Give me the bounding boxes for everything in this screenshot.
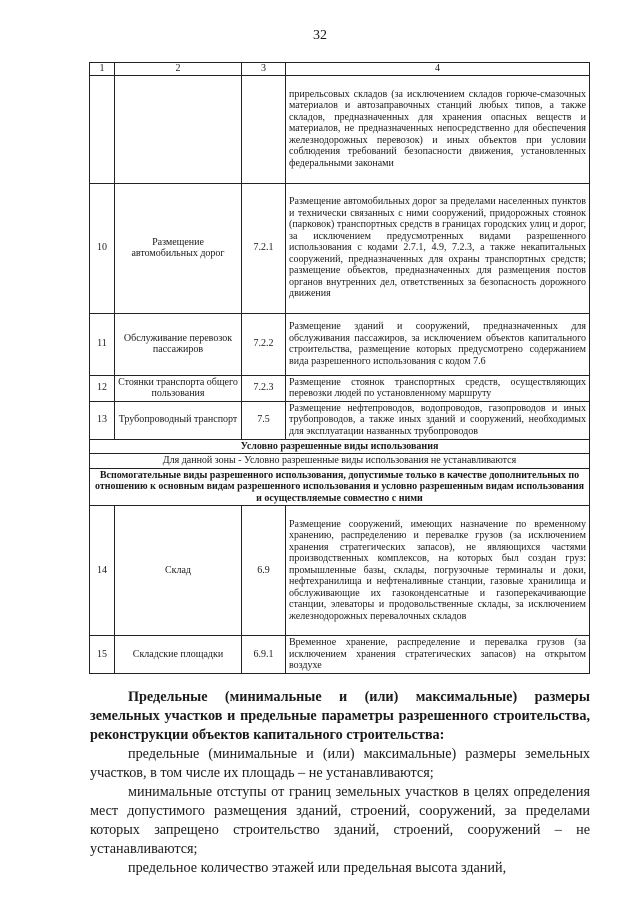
header-cell: 1 [90, 63, 115, 76]
section-heading: Предельные (минимальные и (или) максимальные) размеры земельных участков и предельные параметры разрешенного строительства, реконструкции объектов капитального строительства: [90, 689, 590, 743]
use-description: Размещение нефтепроводов, водопроводов, газопроводов и иных трубопроводов, а также иных зданий и сооружений, необходимых для эксплуатации названных трубопроводов [286, 401, 590, 439]
conditional-note: Для данной зоны - Условно разрешенные виды использования не устанавливаются [90, 454, 590, 469]
section-row [90, 468, 590, 506]
land-use-table [89, 62, 590, 674]
use-name [115, 75, 242, 183]
row-number: 12 [90, 375, 115, 401]
section-row [90, 439, 590, 454]
row-number [90, 75, 115, 183]
row-number: 14 [90, 506, 115, 636]
use-name: Обслуживание перевозок пассажиров [115, 313, 242, 375]
use-description: Размещение стоянок транспортных средств, осуществляющих перевозки людей по установленному маршруту [286, 375, 590, 401]
table-row [90, 183, 590, 313]
table-row [90, 75, 590, 183]
use-description: Размещение зданий и сооружений, предназначенных для обслуживания пассажиров, за исключением объектов капитального строительства, размещение которых предусмотрено содержанием вида разрешенного использования с кодом 7.6 [286, 313, 590, 375]
paragraph: предельные (минимальные и (или) максимальные) размеры земельных участков, в том числе их площадь – не устанавливаются; [90, 746, 590, 781]
use-description: Размещение автомобильных дорог за пределами населенных пунктов и технически связанных с ними сооружений, придорожных стоянок (парковок) транспортных средств в границах городских улиц и дорог, за исключением предусмотренных видами разрешенного использования с кодами 2.7.1, 4.9, 7.2.3, а также некапитальных сооружений, предназначенных для охраны транспортных средств; размещение объектов, предназначенных для размещения постов органов внутренних дел, ответственных за безопасность дорожного движения [286, 183, 590, 313]
use-description: Размещение сооружений, имеющих назначение по временному хранению, распределению и перевалке грузов (за исключением хранения стратегических запасов), не являющихся частями производственных комплексов, на которых был создан груз: промышленные базы, склады, погрузочные терминалы и доки, нефтехранилища и нефтеналивные станции, газовые хранилища и обслуживающие их газоконденсатные и газоперекачивающие станции, элеваторы и продовольственные склады, за исключением железнодорожных перевалочных складов [286, 506, 590, 636]
use-name: Склад [115, 506, 242, 636]
paragraph: минимальные отступы от границ земельных участков в целях определения мест допустимого размещения зданий, строений, сооружений, за пределами которых запрещено строительство зданий, строений, сооружений – не устанавливаются; [90, 784, 590, 857]
section-title-auxiliary: Вспомогательные виды разрешенного использования, допустимые только в качестве дополнительных по отношению к основным видам разрешенного использования и условно разрешенным видам использования и осуществляемые совместно с ними [90, 468, 590, 506]
use-code: 7.2.2 [242, 313, 286, 375]
body-text [90, 688, 590, 878]
use-code: 7.2.3 [242, 375, 286, 401]
table-row [90, 636, 590, 674]
section-title-conditional: Условно разрешенные виды использования [90, 439, 590, 454]
row-number: 13 [90, 401, 115, 439]
header-cell: 3 [242, 63, 286, 76]
table-row [90, 506, 590, 636]
note-row [90, 454, 590, 469]
use-code [242, 75, 286, 183]
use-code: 6.9 [242, 506, 286, 636]
page-number: 32 [313, 28, 327, 43]
use-name: Стоянки транспорта общего пользования [115, 375, 242, 401]
header-cell: 4 [286, 63, 590, 76]
use-description: Временное хранение, распределение и перевалка грузов (за исключением хранения стратегических запасов) на открытом воздухе [286, 636, 590, 674]
use-description: прирельсовых складов (за исключением складов горюче-смазочных материалов и автозаправочных станций любых типов, а также складов, предназначенных для хранения опасных веществ и материалов, не предназначенных непосредственно для обеспечения железнодорожных перевозок) и иных объектов при условии соблюдения требований безопасности движения, установленных федеральными законами [286, 75, 590, 183]
use-code: 7.5 [242, 401, 286, 439]
table-header-row [90, 63, 590, 76]
table-row [90, 401, 590, 439]
row-number: 15 [90, 636, 115, 674]
paragraph: предельное количество этажей или предельная высота зданий, [128, 860, 507, 876]
use-name: Размещение автомобильных дорог [115, 183, 242, 313]
header-cell: 2 [115, 63, 242, 76]
row-number: 11 [90, 313, 115, 375]
use-code: 7.2.1 [242, 183, 286, 313]
table-row [90, 313, 590, 375]
table-row [90, 375, 590, 401]
row-number: 10 [90, 183, 115, 313]
use-name: Трубопроводный транспорт [115, 401, 242, 439]
use-name: Складские площадки [115, 636, 242, 674]
use-code: 6.9.1 [242, 636, 286, 674]
